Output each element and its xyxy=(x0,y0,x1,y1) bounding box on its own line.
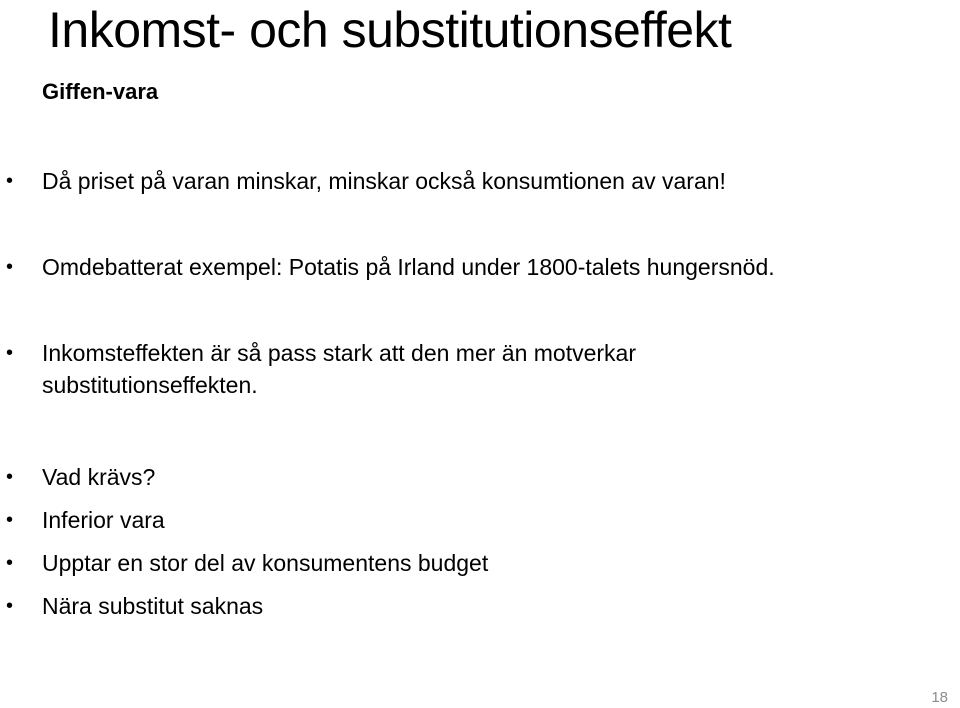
slide-number: 18 xyxy=(931,689,948,706)
bullet-icon: • xyxy=(6,509,14,531)
bullet-icon: • xyxy=(6,552,14,574)
bullet-line: Inkomsteffekten är så pass stark att den mer än motverkar xyxy=(42,340,637,366)
bullet-text xyxy=(42,461,155,493)
bullet-line: substitutionseffekten. xyxy=(42,372,258,398)
bullet-line: Omdebatterat exempel: Potatis på Irland under 1800-talets hungersnöd. xyxy=(42,254,775,280)
bullet-text xyxy=(42,251,775,283)
bullet-text xyxy=(42,547,488,579)
bullet-line: Upptar en stor del av konsumentens budget xyxy=(42,550,489,576)
bullet-line: Vad krävs? xyxy=(42,464,156,490)
slide-title: Inkomst- och substitutionseffekt xyxy=(48,2,732,58)
bullet-line: Då priset på varan minskar, minskar också konsumtionen av varan! xyxy=(42,168,726,194)
bullet-icon: • xyxy=(6,256,14,278)
bullet-text xyxy=(42,504,165,536)
bullet-text xyxy=(42,590,263,622)
bullet-icon: • xyxy=(6,342,14,364)
bullet-line: Nära substitut saknas xyxy=(42,593,264,619)
bullet-icon: • xyxy=(6,170,14,192)
bullet-icon: • xyxy=(6,466,14,488)
bullet-text xyxy=(42,165,726,197)
slide-subtitle: Giffen-vara xyxy=(42,79,159,104)
bullet-icon: • xyxy=(6,595,14,617)
bullet-text xyxy=(42,337,636,401)
bullet-line: Inferior vara xyxy=(42,507,165,533)
